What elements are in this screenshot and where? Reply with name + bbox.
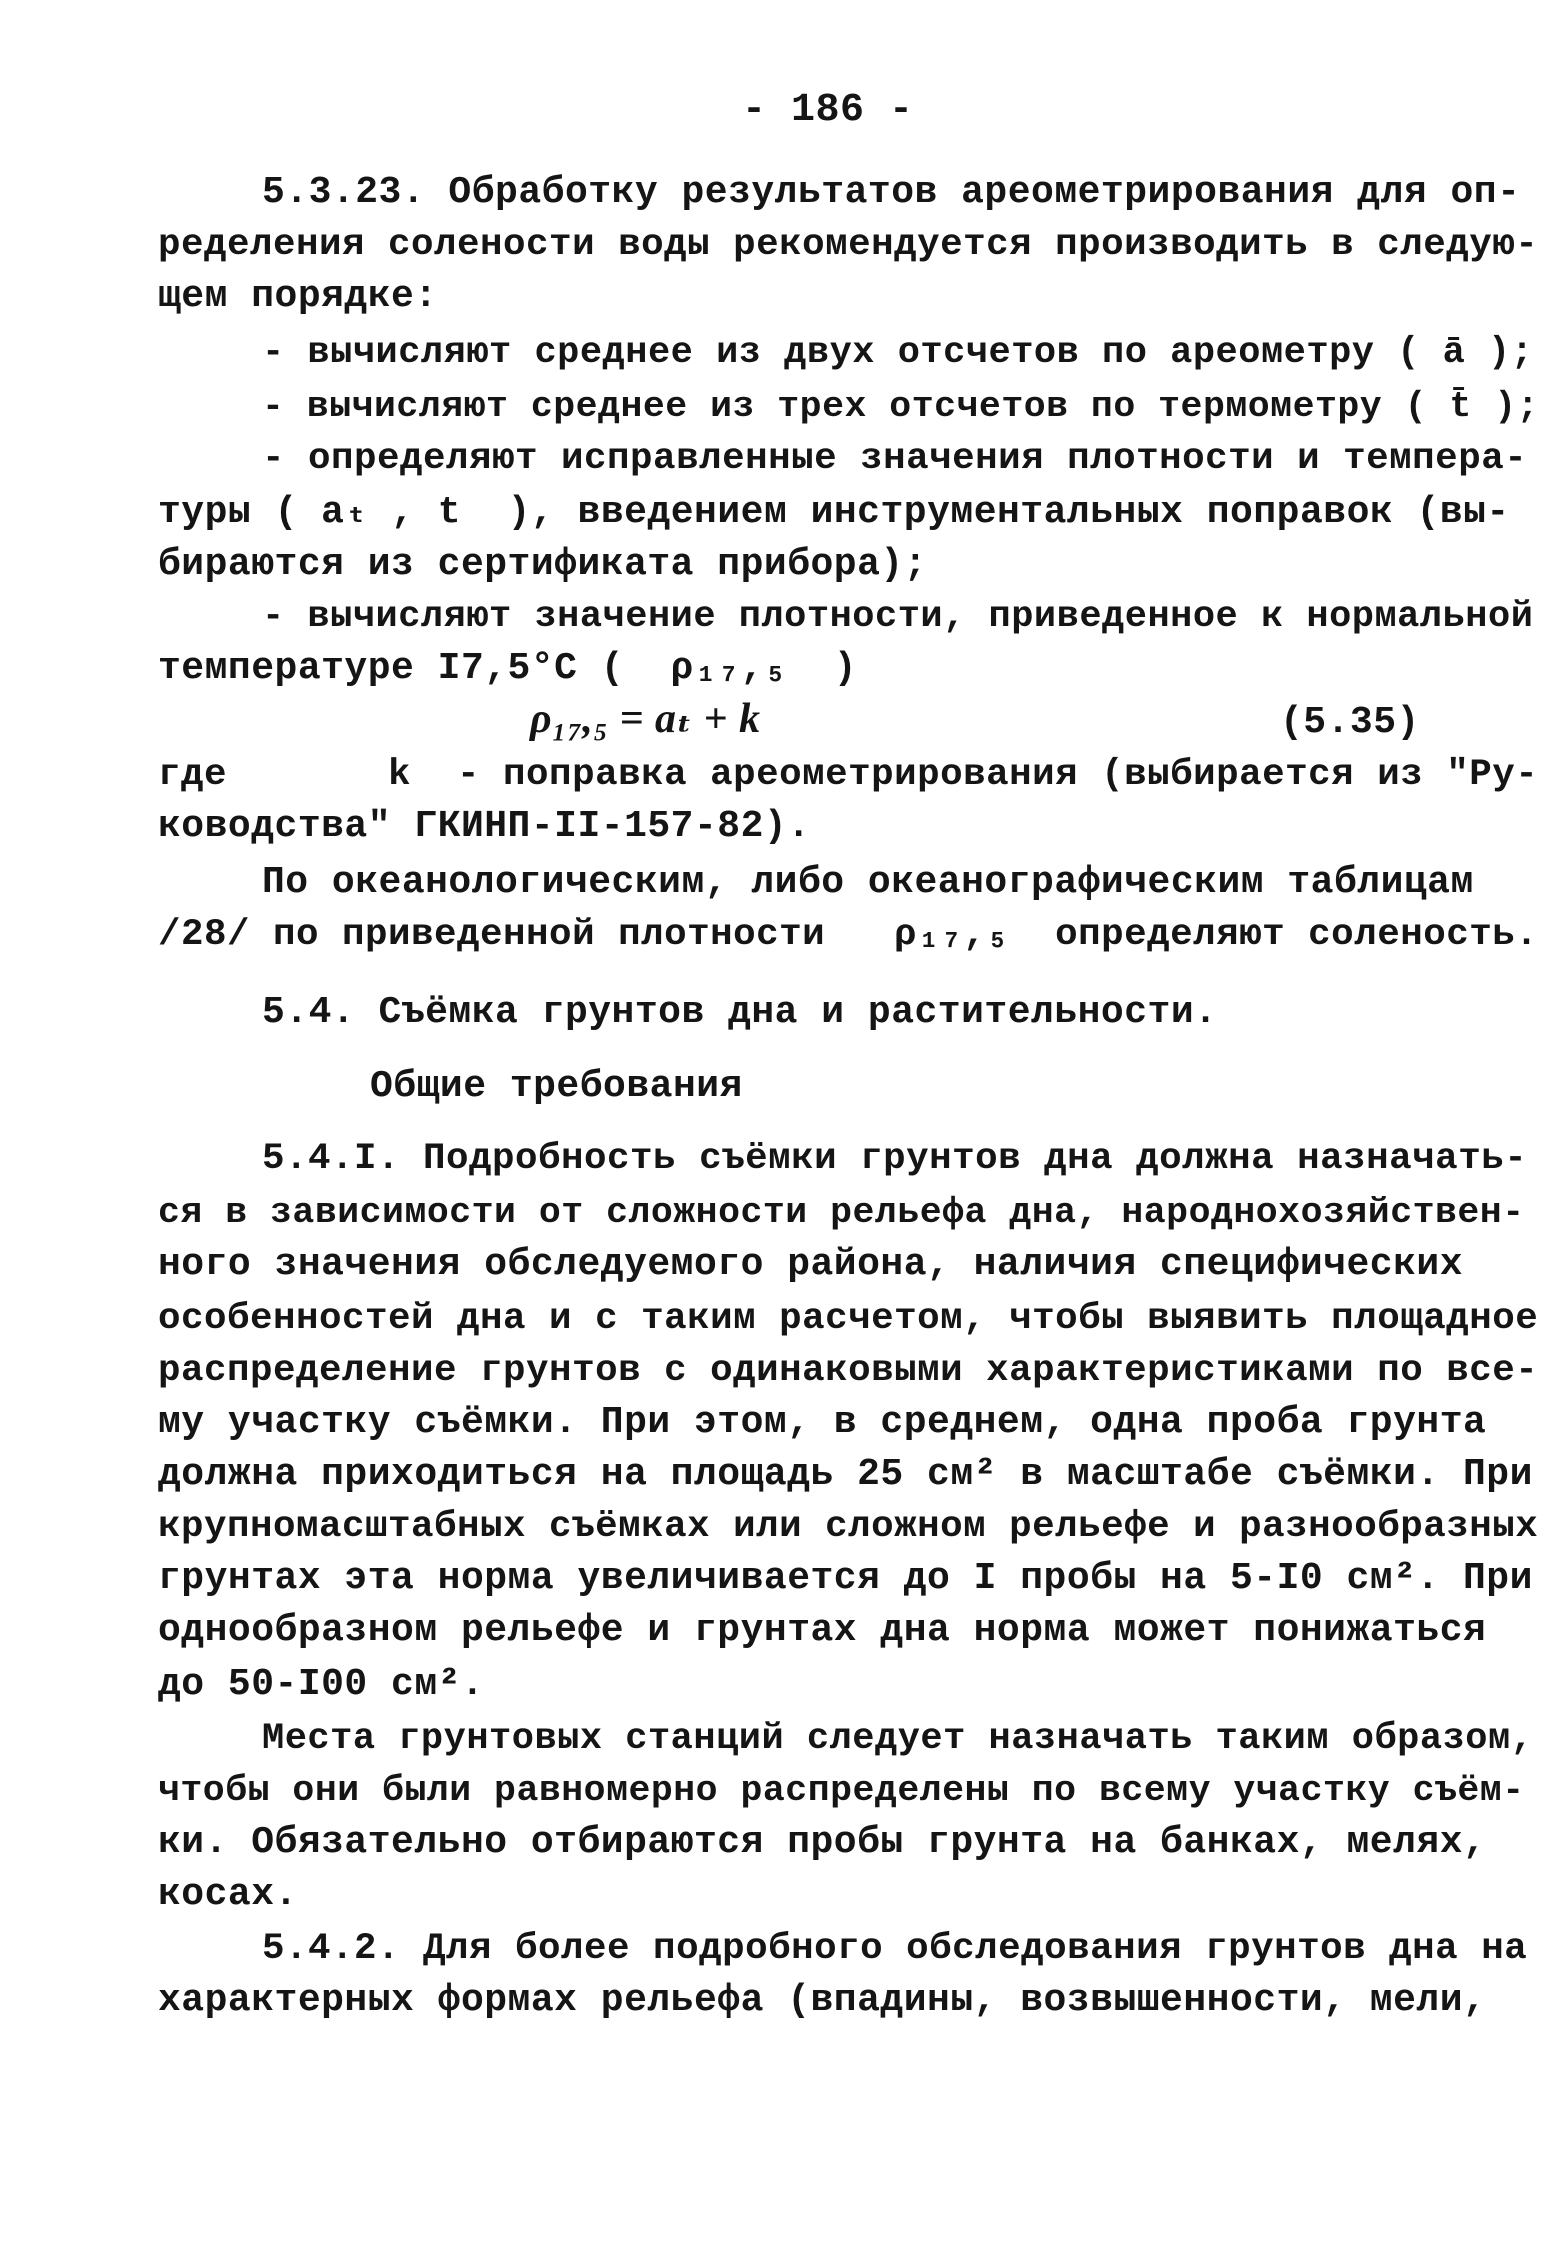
text-line: По океанологическим, либо океанографическим таблицам (262, 861, 1474, 904)
text-line: - определяют исправленные значения плотности и темпера- (262, 438, 1528, 480)
subsection-heading: Общие требования (370, 1065, 743, 1108)
text-line: щем порядке: (158, 275, 438, 318)
text-line: крупномасштабных съёмках или сложном рельефе и разнообразных (158, 1506, 1539, 1548)
text-line: - вычисляют значение плотности, приведенное к нормальной (262, 596, 1534, 638)
section-heading: 5.4. Съёмка грунтов дна и растительности. (262, 991, 1218, 1034)
text-line: 5.3.23. Обработку результатов ареометрирования для оп- (262, 171, 1521, 214)
text-line: однообразном рельефе и грунтах дна норма может понижаться (158, 1609, 1487, 1652)
text-line: 5.4.2. Для более подробного обследования грунтов дна на (262, 1928, 1528, 1970)
text-line: где k - поправка ареометрирования (выбирается из "Ру- (158, 754, 1539, 796)
text-line: чтобы они были равномерно распределены по всему участку съём- (158, 1770, 1525, 1811)
text-line: 5.4.I. Подробность съёмки грунтов дна должна назначать- (262, 1138, 1528, 1180)
text-line: - вычисляют среднее из трех отсчетов по термометру ( t̄ ); (262, 386, 1540, 427)
text-line: /28/ по приведенной плотности ρ₁₇,₅ определяют соленость. (158, 914, 1539, 956)
text-line: бираются из сертификата прибора); (158, 543, 928, 586)
text-line: ного значения обследуемого района, наличия специфических (158, 1243, 1464, 1286)
text-line: Места грунтовых станций следует назначать таким образом, (262, 1718, 1534, 1760)
text-line: температуре I7,5°С ( ρ₁₇,₅ ) (158, 647, 858, 690)
text-line: особенностей дна и с таким расчетом, чтобы выявить площадное (158, 1298, 1539, 1340)
equation-number: (5.35) (1280, 701, 1420, 744)
text-line: грунтах эта норма увеличивается до I пробы на 5-I0 см². При (158, 1557, 1533, 1600)
text-line: должна приходиться на площадь 25 см² в масштабе съёмки. При (158, 1453, 1533, 1496)
text-line: косах. (158, 1873, 298, 1916)
text-line: ководства" ГКИНП-II-157-82). (158, 805, 811, 848)
text-line: му участку съёмки. При этом, в среднем, одна проба грунта (158, 1401, 1487, 1444)
text-line: распределение грунтов с одинаковыми характеристиками по все- (158, 1350, 1539, 1392)
text-line: характерных формах рельефа (впадины, возвышенности, мели, (158, 1979, 1487, 2022)
text-line: ся в зависимости от сложности рельефа дна, народнохозяйствен- (158, 1192, 1525, 1233)
text-line: ределения солености воды рекомендуется производить в следую- (158, 224, 1539, 266)
page-number: - 186 - (742, 88, 914, 133)
text-line: до 50-I00 см². (158, 1663, 485, 1706)
formula-expression: ρ₁₇,₅ = aₜ + k (530, 696, 761, 742)
text-line: туры ( aₜ , t ), введением инструментальных поправок (вы- (158, 491, 1510, 534)
text-line: ки. Обязательно отбираются пробы грунта на банках, мелях, (158, 1821, 1487, 1864)
text-line: - вычисляют среднее из двух отсчетов по ареометру ( ā ); (262, 332, 1534, 374)
